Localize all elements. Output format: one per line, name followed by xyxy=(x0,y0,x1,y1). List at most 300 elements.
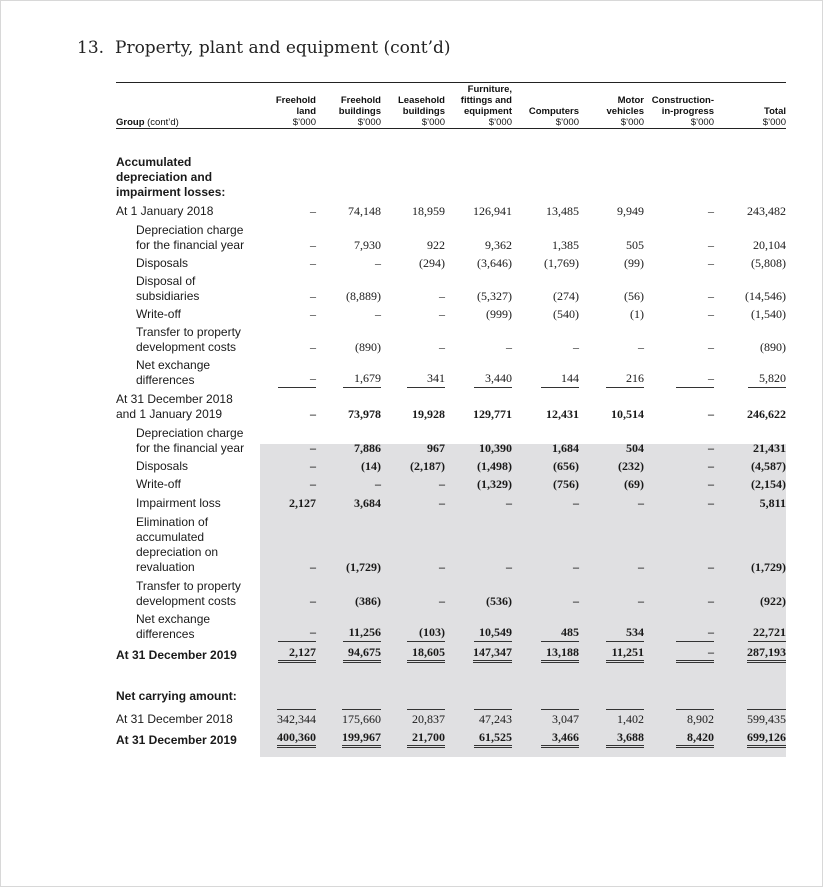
cell-value: – xyxy=(310,441,316,455)
cell-value: (1,329) xyxy=(477,477,512,491)
table-row xyxy=(116,730,786,748)
row-label: Disposals xyxy=(136,256,189,270)
section-label: Net carrying amount: xyxy=(116,689,237,703)
table-cell xyxy=(714,730,786,748)
table-cell xyxy=(512,274,579,304)
table-cell xyxy=(252,496,316,511)
cell-value: – xyxy=(439,307,445,321)
table-cell xyxy=(644,392,714,422)
row-label: Impairment loss xyxy=(136,496,221,510)
table-cell xyxy=(714,204,786,219)
table-row xyxy=(116,612,786,642)
cell-value: (999) xyxy=(486,307,512,321)
cell-value: 11,251 xyxy=(606,645,644,663)
table-row xyxy=(116,274,786,304)
table-cell xyxy=(714,325,786,355)
table-cell xyxy=(512,325,579,355)
section-label: Accumulated depreciation and impairment losses: xyxy=(116,155,226,199)
table-cell xyxy=(714,579,786,609)
table-row xyxy=(116,496,786,511)
cell-value: 10,514 xyxy=(611,407,644,421)
table-cell xyxy=(512,223,579,253)
table-cell xyxy=(252,515,316,575)
cell-value: – xyxy=(638,340,644,354)
cell-value: – xyxy=(708,407,714,421)
row-label: Net exchange differences xyxy=(136,612,211,641)
cell-value: – xyxy=(573,594,579,608)
table-cell xyxy=(381,612,445,642)
table-cell xyxy=(252,612,316,642)
section-accumulated xyxy=(116,155,786,200)
cell-value: (8,889) xyxy=(346,289,381,303)
table-cell xyxy=(512,426,579,456)
cell-value: 20,104 xyxy=(753,238,786,252)
cell-value: – xyxy=(638,594,644,608)
table-cell xyxy=(252,274,316,304)
section-net-carrying xyxy=(116,689,786,704)
cell-value: 3,440 xyxy=(474,371,512,388)
cell-value: 967 xyxy=(427,441,445,455)
col-freehold-land: Freehold land $’000 xyxy=(252,84,316,129)
table-cell xyxy=(512,496,579,511)
cell-value: 10,390 xyxy=(479,441,512,455)
cell-value: 504 xyxy=(626,441,644,455)
note-title xyxy=(77,38,451,58)
cell-value: 74,148 xyxy=(348,204,381,218)
cell-value: – xyxy=(278,625,316,642)
table-cell xyxy=(445,274,512,304)
cell-value: – xyxy=(310,238,316,252)
table-cell xyxy=(512,204,579,219)
table-cell xyxy=(512,730,579,748)
table-cell xyxy=(316,204,381,219)
cell-value: – xyxy=(375,307,381,321)
table-cell xyxy=(316,358,381,388)
table-cell xyxy=(644,477,714,492)
cell-value: – xyxy=(708,496,714,510)
cell-value: – xyxy=(676,625,714,642)
table-cell xyxy=(579,645,644,663)
table-cell xyxy=(579,496,644,511)
table-row xyxy=(116,426,786,456)
cell-value: – xyxy=(708,459,714,473)
cell-value: 8,420 xyxy=(676,730,714,748)
cell-value: (756) xyxy=(553,477,579,491)
table-row xyxy=(116,223,786,253)
table-cell xyxy=(381,274,445,304)
cell-value: – xyxy=(708,238,714,252)
table-cell xyxy=(512,579,579,609)
table-row xyxy=(116,392,786,422)
cell-value: 21,431 xyxy=(753,441,786,455)
table-cell xyxy=(316,612,381,642)
table-cell xyxy=(381,392,445,422)
table-cell xyxy=(252,307,316,322)
table-row xyxy=(116,645,786,663)
table-cell xyxy=(252,709,316,727)
cell-value: – xyxy=(375,477,381,491)
row-label: Depreciation charge for the financial year xyxy=(136,223,245,252)
cell-value: 287,193 xyxy=(747,645,786,663)
cell-value: 12,431 xyxy=(546,407,579,421)
cell-value: – xyxy=(439,594,445,608)
table-cell xyxy=(644,358,714,388)
cell-value: (1,498) xyxy=(477,459,512,473)
table-cell xyxy=(714,612,786,642)
row-label: At 31 December 2018 and 1 January 2019 xyxy=(116,392,233,421)
table-row xyxy=(116,307,786,322)
cell-value: – xyxy=(375,256,381,270)
cell-value: 7,930 xyxy=(354,238,381,252)
cell-value: (56) xyxy=(624,289,644,303)
cell-value: (2,187) xyxy=(410,459,445,473)
table-cell xyxy=(445,256,512,271)
table-cell xyxy=(445,645,512,663)
group-header: Group (cont’d) xyxy=(116,84,252,129)
table-cell xyxy=(445,579,512,609)
table-row xyxy=(116,515,786,575)
table-cell xyxy=(445,392,512,422)
table-cell xyxy=(381,515,445,575)
table-cell xyxy=(316,579,381,609)
cell-value: (536) xyxy=(486,594,512,608)
table-cell xyxy=(512,612,579,642)
table-cell xyxy=(644,307,714,322)
table-cell xyxy=(252,426,316,456)
table-cell xyxy=(579,204,644,219)
row-label: At 31 December 2019 xyxy=(116,733,237,747)
table-cell xyxy=(252,256,316,271)
table-cell xyxy=(316,256,381,271)
cell-value: 11,256 xyxy=(343,625,381,642)
table-cell xyxy=(445,325,512,355)
table-cell xyxy=(316,730,381,748)
table-cell xyxy=(381,730,445,748)
col-furniture: Furniture, fittings and equipment $’000 xyxy=(445,84,512,129)
table-cell xyxy=(445,358,512,388)
table-cell xyxy=(445,515,512,575)
table-cell xyxy=(579,358,644,388)
table-cell xyxy=(316,426,381,456)
table-cell xyxy=(644,256,714,271)
table-cell xyxy=(316,223,381,253)
cell-value: 3,466 xyxy=(541,730,579,748)
cell-value: – xyxy=(708,340,714,354)
cell-value: (274) xyxy=(553,289,579,303)
cell-value: 20,837 xyxy=(407,709,445,727)
table-cell xyxy=(316,477,381,492)
cell-value: 246,622 xyxy=(747,407,786,421)
cell-value: 485 xyxy=(541,625,579,642)
cell-value: – xyxy=(506,496,512,510)
table-cell xyxy=(579,426,644,456)
cell-value: 699,126 xyxy=(747,730,786,748)
table-cell xyxy=(512,477,579,492)
cell-value: (4,587) xyxy=(751,459,786,473)
col-freehold-buildings: Freehold buildings $’000 xyxy=(316,84,381,129)
table-cell xyxy=(644,459,714,474)
table-cell xyxy=(316,496,381,511)
cell-value: 18,959 xyxy=(412,204,445,218)
table-cell xyxy=(714,392,786,422)
table-cell xyxy=(252,223,316,253)
cell-value: (656) xyxy=(553,459,579,473)
row-label: Depreciation charge for the financial year xyxy=(136,426,245,455)
table-cell xyxy=(252,645,316,663)
cell-value: 534 xyxy=(606,625,644,642)
cell-value: (540) xyxy=(553,307,579,321)
table-cell xyxy=(512,515,579,575)
table-cell xyxy=(381,204,445,219)
cell-value: (386) xyxy=(355,594,381,608)
cell-value: – xyxy=(676,645,714,663)
cell-value: – xyxy=(310,256,316,270)
cell-value: – xyxy=(506,560,512,574)
table-cell xyxy=(381,645,445,663)
cell-value: (3,646) xyxy=(477,256,512,270)
table-cell xyxy=(714,709,786,727)
cell-value: 5,811 xyxy=(759,496,786,510)
cell-value: (5,327) xyxy=(477,289,512,303)
table-cell xyxy=(445,204,512,219)
cell-value: 10,549 xyxy=(474,625,512,642)
table-cell xyxy=(714,459,786,474)
cell-value: – xyxy=(439,560,445,574)
table-cell xyxy=(512,392,579,422)
cell-value: 22,721 xyxy=(748,625,786,642)
table-cell xyxy=(381,223,445,253)
cell-value: – xyxy=(310,289,316,303)
cell-value: – xyxy=(310,477,316,491)
cell-value: – xyxy=(708,477,714,491)
row-label: At 1 January 2018 xyxy=(116,204,214,218)
cell-value: – xyxy=(708,441,714,455)
table-cell xyxy=(381,358,445,388)
cell-value: 1,385 xyxy=(552,238,579,252)
row-label: Net exchange differences xyxy=(136,358,211,387)
cell-value: 13,188 xyxy=(541,645,579,663)
table-row xyxy=(116,459,786,474)
cell-value: – xyxy=(506,340,512,354)
cell-value: (5,808) xyxy=(751,256,786,270)
cell-value: 61,525 xyxy=(474,730,512,748)
table-cell xyxy=(381,579,445,609)
cell-value: 2,127 xyxy=(278,645,316,663)
table-row xyxy=(116,709,786,727)
cell-value: (232) xyxy=(618,459,644,473)
table-cell xyxy=(512,709,579,727)
table-cell xyxy=(381,459,445,474)
table-cell xyxy=(644,515,714,575)
table-cell xyxy=(252,477,316,492)
cell-value: (1,729) xyxy=(346,560,381,574)
table-cell xyxy=(445,496,512,511)
row-label: Disposal of subsidiaries xyxy=(136,274,200,303)
table-cell xyxy=(579,256,644,271)
cell-value: 599,435 xyxy=(747,709,786,727)
row-label: At 31 December 2018 xyxy=(116,712,233,726)
table-row xyxy=(116,579,786,609)
table-cell xyxy=(316,325,381,355)
table-cell xyxy=(714,477,786,492)
cell-value: (1,769) xyxy=(544,256,579,270)
row-label: At 31 December 2019 xyxy=(116,648,237,662)
table-cell xyxy=(644,579,714,609)
cell-value: 199,967 xyxy=(342,730,381,748)
note-title-text: Property, plant and equipment (cont’d) xyxy=(115,38,451,58)
cell-value: (1) xyxy=(630,307,644,321)
header-top-rule xyxy=(116,82,786,83)
cell-value: – xyxy=(310,204,316,218)
row-label: Write-off xyxy=(136,307,181,321)
table-cell xyxy=(579,709,644,727)
cell-value: – xyxy=(310,560,316,574)
cell-value: – xyxy=(439,289,445,303)
cell-value: – xyxy=(676,371,714,388)
table-cell xyxy=(579,459,644,474)
table-cell xyxy=(316,709,381,727)
cell-value: 1,402 xyxy=(606,709,644,727)
table-cell xyxy=(644,223,714,253)
table-cell xyxy=(644,612,714,642)
table-cell xyxy=(381,426,445,456)
cell-value: 73,978 xyxy=(348,407,381,421)
table-cell xyxy=(316,645,381,663)
table-cell xyxy=(512,358,579,388)
cell-value: (922) xyxy=(760,594,786,608)
cell-value: 3,047 xyxy=(541,709,579,727)
row-label: Transfer to property development costs xyxy=(136,325,241,354)
cell-value: (294) xyxy=(419,256,445,270)
table-cell xyxy=(512,256,579,271)
cell-value: – xyxy=(439,477,445,491)
cell-value: – xyxy=(708,289,714,303)
table-cell xyxy=(644,325,714,355)
table-row xyxy=(116,358,786,388)
cell-value: 342,344 xyxy=(277,709,316,727)
cell-value: (890) xyxy=(760,340,786,354)
cell-value: (14,546) xyxy=(745,289,786,303)
row-label: Disposals xyxy=(136,459,189,473)
cell-value: 94,675 xyxy=(343,645,381,663)
cell-value: – xyxy=(310,594,316,608)
table-header-row xyxy=(116,84,786,129)
cell-value: 3,684 xyxy=(354,496,381,510)
col-leasehold-buildings: Leasehold buildings $’000 xyxy=(381,84,445,129)
table-cell xyxy=(381,496,445,511)
table-cell xyxy=(579,307,644,322)
table-cell xyxy=(445,426,512,456)
table-cell xyxy=(714,307,786,322)
cell-value: – xyxy=(708,204,714,218)
table-cell xyxy=(381,307,445,322)
cell-value: – xyxy=(310,340,316,354)
cell-value: 18,605 xyxy=(407,645,445,663)
cell-value: – xyxy=(573,560,579,574)
cell-value: 129,771 xyxy=(473,407,512,421)
cell-value: – xyxy=(638,560,644,574)
cell-value: – xyxy=(278,371,316,388)
table-row xyxy=(116,204,786,219)
table-cell xyxy=(445,612,512,642)
cell-value: 8,902 xyxy=(676,709,714,727)
row-label: Transfer to property development costs xyxy=(136,579,241,608)
table-cell xyxy=(512,645,579,663)
cell-value: – xyxy=(573,496,579,510)
table-cell xyxy=(381,256,445,271)
cell-value: 505 xyxy=(626,238,644,252)
table-cell xyxy=(644,709,714,727)
cell-value: (2,154) xyxy=(751,477,786,491)
cell-value: 243,482 xyxy=(747,204,786,218)
table-cell xyxy=(644,730,714,748)
table-cell xyxy=(252,579,316,609)
cell-value: – xyxy=(708,594,714,608)
table-cell xyxy=(579,730,644,748)
table-cell xyxy=(579,274,644,304)
col-motor-vehicles: Motor vehicles $’000 xyxy=(579,84,644,129)
table-cell xyxy=(381,709,445,727)
cell-value: 400,360 xyxy=(277,730,316,748)
cell-value: (99) xyxy=(624,256,644,270)
table-cell xyxy=(714,358,786,388)
table-row xyxy=(116,325,786,355)
table-cell xyxy=(381,477,445,492)
cell-value: – xyxy=(573,340,579,354)
table-cell xyxy=(512,459,579,474)
table-row xyxy=(116,477,786,492)
table-cell xyxy=(644,645,714,663)
cell-value: 147,347 xyxy=(473,645,512,663)
cell-value: 9,362 xyxy=(485,238,512,252)
cell-value: 21,700 xyxy=(407,730,445,748)
table-cell xyxy=(252,459,316,474)
table-cell xyxy=(714,496,786,511)
cell-value: (1,540) xyxy=(751,307,786,321)
table-cell xyxy=(714,645,786,663)
cell-value: – xyxy=(439,340,445,354)
cell-value: 1,684 xyxy=(552,441,579,455)
cell-value: 126,941 xyxy=(473,204,512,218)
table-cell xyxy=(644,496,714,511)
table-cell xyxy=(252,325,316,355)
table-cell xyxy=(445,477,512,492)
cell-value: 47,243 xyxy=(474,709,512,727)
cell-value: 19,928 xyxy=(412,407,445,421)
cell-value: 2,127 xyxy=(289,496,316,510)
table-cell xyxy=(445,307,512,322)
cell-value: 13,485 xyxy=(546,204,579,218)
table-cell xyxy=(714,515,786,575)
table-cell xyxy=(445,709,512,727)
cell-value: – xyxy=(310,307,316,321)
cell-value: 3,688 xyxy=(606,730,644,748)
cell-value: (1,729) xyxy=(751,560,786,574)
col-computers: Computers $’000 xyxy=(512,84,579,129)
table-cell xyxy=(252,730,316,748)
cell-value: – xyxy=(708,256,714,270)
cell-value: (890) xyxy=(355,340,381,354)
table-cell xyxy=(445,459,512,474)
table-cell xyxy=(579,223,644,253)
table-cell xyxy=(644,426,714,456)
cell-value: 1,679 xyxy=(343,371,381,388)
col-construction-in-progress: Construction- in-progress $’000 xyxy=(644,84,714,129)
table-cell xyxy=(579,515,644,575)
table-cell xyxy=(644,274,714,304)
col-total: Total $’000 xyxy=(714,84,786,129)
cell-value: – xyxy=(310,459,316,473)
